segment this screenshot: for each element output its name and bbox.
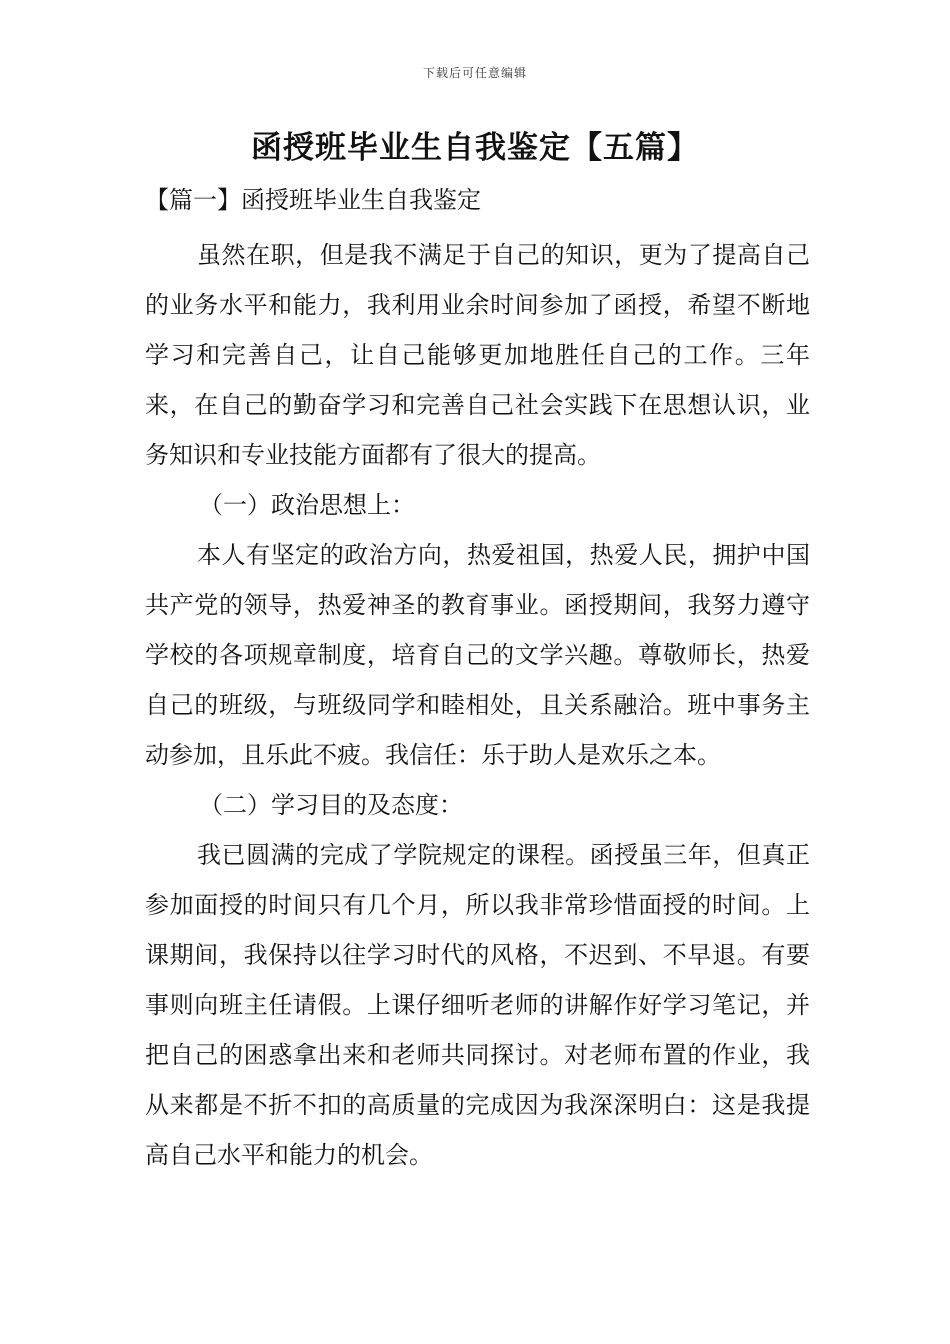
- header-note: 下载后可任意编辑: [422, 66, 527, 80]
- paragraph-study: 我已圆满的完成了学院规定的课程。函授虽三年，但真正参加面授的时间只有几个月，所以我非常珍惜面授的时间。上课期间，我保持以往学习时代的风格，不迟到、不早退。有要事则向班主任请假。上课仔细听老师的讲解作好学习笔记，并把自己的困惑拿出来和老师共同探讨。对老师布置的作业，我从来都是不折不扣的高质量的完成因为我深深明白：这是我提高自己水平和能力的机会。: [145, 841, 810, 1169]
- subheading-political: （一）政治思想上：: [199, 491, 415, 519]
- section-heading: 【篇一】函授班毕业生自我鉴定: [145, 186, 481, 214]
- subheading-study: （二）学习目的及态度：: [199, 791, 463, 819]
- document-body: [145, 180, 810, 1180]
- paragraph-political: 本人有坚定的政治方向，热爱祖国，热爱人民，拥护中国共产党的领导，热爱神圣的教育事业。函授期间，我努力遵守学校的各项规章制度，培育自己的文学兴趣。尊敬师长，热爱自己的班级，与班级同学和睦相处，且关系融洽。班中事务主动参加，且乐此不疲。我信任：乐于助人是欢乐之本。: [145, 541, 810, 769]
- document-title: 函授班毕业生自我鉴定【五篇】: [251, 130, 699, 166]
- paragraph-intro: 虽然在职，但是我不满足于自己的知识，更为了提高自己的业务水平和能力，我利用业余时间参加了函授，希望不断地学习和完善自己，让自己能够更加地胜任自己的工作。三年来，在自己的勤奋学习和完善自己社会实践下在思想认识，业务知识和专业技能方面都有了很大的提高。: [145, 241, 810, 469]
